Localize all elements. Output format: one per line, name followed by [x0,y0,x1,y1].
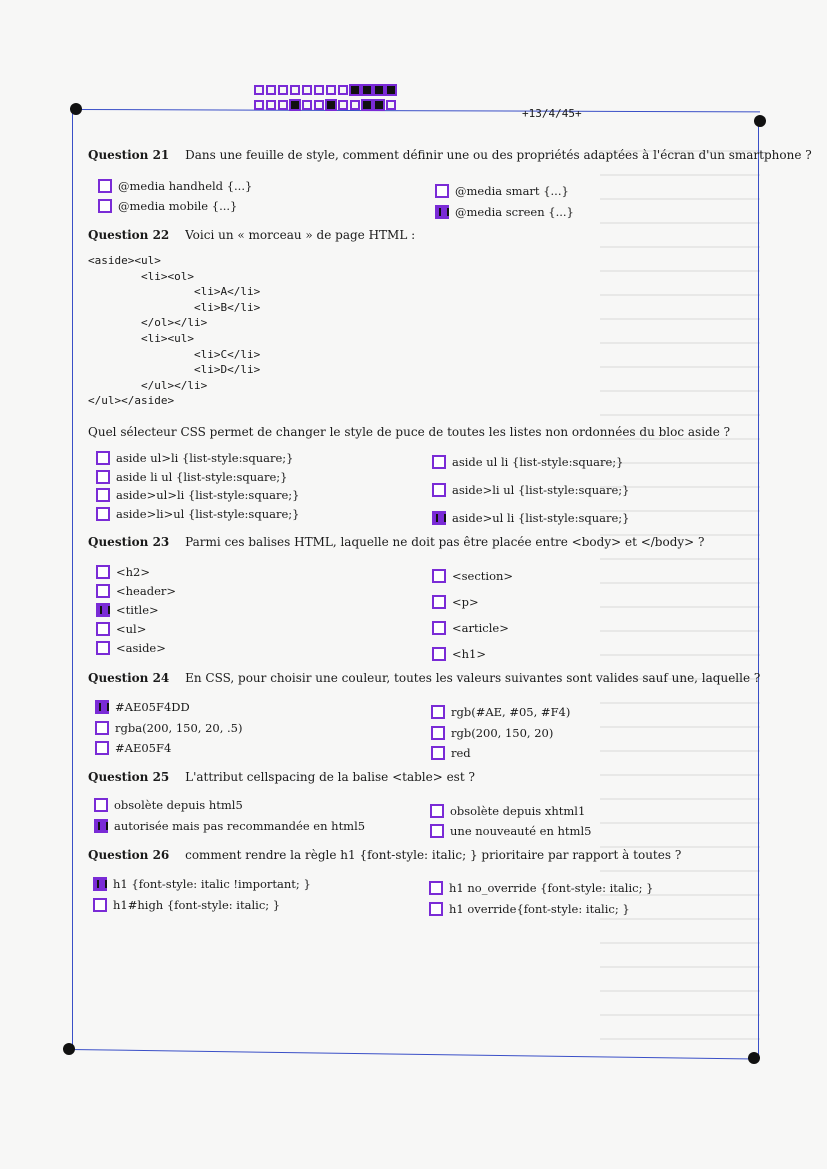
q21-option[interactable] [98,199,237,213]
id-code-cell [338,100,348,110]
id-code-cell [350,85,360,95]
question-text: Voici un « morceau » de page HTML : [185,228,416,242]
q25-option[interactable] [430,824,591,838]
q24-option[interactable] [431,705,570,719]
checkbox[interactable] [431,746,445,760]
question-number: Question 22 [88,228,170,242]
q23-option[interactable] [96,603,159,617]
id-code-cell [278,85,288,95]
option-label: @media screen {...} [455,205,574,219]
question-text: Dans une feuille de style, comment définir une ou des propriétés adaptées à l'écran d'un smartphone ? [185,148,812,162]
question-number: Question 24 [88,671,170,685]
checkbox[interactable] [93,877,107,891]
checkbox[interactable] [435,205,449,219]
option-label: #AE05F4 [115,741,172,755]
id-code-cell [254,100,264,110]
option-label: aside li ul {list-style:square;} [116,470,288,484]
question-22-prompt: Quel sélecteur CSS permet de changer le style de puce de toutes les listes non ordonnées du bloc aside ? [88,425,731,439]
checkbox[interactable] [94,819,108,833]
frame-bottom-line [70,1049,754,1060]
option-label: aside ul li {list-style:square;} [452,455,624,469]
option-label: <title> [116,603,159,617]
q23-option[interactable] [96,641,166,655]
id-code-cell [350,100,360,110]
frame-left-line [72,110,73,1050]
corner-mark-tl [70,103,82,115]
option-label: <section> [452,569,514,583]
q26-option[interactable] [93,898,280,912]
q22-option[interactable] [432,511,629,525]
q25-option[interactable] [94,798,243,812]
option-label: #AE05F4DD [115,700,190,714]
question-21 [88,148,812,162]
id-code-cell [362,100,372,110]
q26-option[interactable] [93,877,311,891]
q24-option[interactable] [95,700,190,714]
option-label: h1 override{font-style: italic; } [449,902,630,916]
checkbox[interactable] [96,507,110,521]
checkbox[interactable] [432,569,446,583]
option-label: <p> [452,595,479,609]
question-25 [88,770,475,784]
q22-option[interactable] [96,507,299,521]
checkbox[interactable] [98,179,112,193]
option-label: une nouveauté en html5 [450,824,592,838]
id-code-row-1 [254,85,396,95]
option-label: @media mobile {...} [118,199,238,213]
option-label: rgba(200, 150, 20, .5) [115,721,243,735]
q22-option[interactable] [96,470,288,484]
checkbox[interactable] [96,565,110,579]
q24-option[interactable] [95,741,171,755]
question-24 [88,671,760,685]
id-code-cell [326,85,336,95]
question-22 [88,228,415,242]
id-code-cell [386,85,396,95]
checkbox[interactable] [430,804,444,818]
option-label: <header> [116,584,177,598]
option-label: <h2> [116,565,150,579]
checkbox[interactable] [429,881,443,895]
option-label: @media handheld {...} [118,179,253,193]
checkbox[interactable] [95,721,109,735]
checkbox[interactable] [96,641,110,655]
checkbox[interactable] [432,647,446,661]
corner-mark-bl [63,1043,75,1055]
option-label: rgb(200, 150, 20) [451,726,554,740]
id-code-cell [254,85,264,95]
question-26 [88,848,681,862]
checkbox[interactable] [432,511,446,525]
q21-option[interactable] [435,205,574,219]
option-label: @media smart {...} [455,184,569,198]
question-text: En CSS, pour choisir une couleur, toutes les valeurs suivantes sont valides sauf une, laquelle ? [185,671,761,685]
frame-top-line [76,109,760,112]
option-label: aside>li>ul {list-style:square;} [116,507,300,521]
option-label: <ul> [116,622,147,636]
id-code-cell [338,85,348,95]
q25-option[interactable] [94,819,365,833]
option-label: <aside> [116,641,166,655]
checkbox[interactable] [432,483,446,497]
option-label: aside>li ul {list-style:square;} [452,483,630,497]
checkbox[interactable] [96,603,110,617]
q22-option[interactable] [96,451,293,465]
question-number: Question 26 [88,848,170,862]
q22-option[interactable] [432,483,629,497]
id-code-cell [302,100,312,110]
checkbox[interactable] [98,199,112,213]
id-code-cell [290,100,300,110]
q24-option[interactable] [431,726,553,740]
checkbox[interactable] [95,741,109,755]
id-code-row-2 [254,100,396,110]
question-number: Question 25 [88,770,170,784]
q23-option[interactable] [96,565,150,579]
checkbox[interactable] [435,184,449,198]
id-code-cell [278,100,288,110]
option-label: h1#high {font-style: italic; } [113,898,281,912]
question-number: Question 21 [88,148,170,162]
question-text: L'attribut cellspacing de la balise <table> est ? [185,770,475,784]
checkbox[interactable] [96,584,110,598]
q23-option[interactable] [432,621,509,635]
option-label: aside>ul>li {list-style:square;} [116,488,300,502]
option-label: obsolète depuis xhtml1 [450,804,586,818]
q24-option[interactable] [431,746,471,760]
page-id: +13/4/45+ [522,107,582,120]
q23-option[interactable] [432,569,513,583]
option-label: <h1> [452,647,486,661]
id-code-cell [374,100,384,110]
q23-option[interactable] [432,647,486,661]
id-code-cell [314,85,324,95]
checkbox[interactable] [430,824,444,838]
option-label: autorisée mais pas recommandée en html5 [114,819,366,833]
checkbox[interactable] [96,470,110,484]
option-label: h1 {font-style: italic !important; } [113,877,311,891]
id-code-cell [266,85,276,95]
checkbox[interactable] [432,595,446,609]
checkbox[interactable] [96,488,110,502]
option-label: <article> [452,621,509,635]
q21-option[interactable] [98,179,252,193]
question-23 [88,535,704,549]
q23-option[interactable] [96,584,176,598]
q26-option[interactable] [429,902,630,916]
id-code-cell [386,100,396,110]
id-code-cell [266,100,276,110]
id-code-cell [326,100,336,110]
checkbox[interactable] [96,451,110,465]
q24-option[interactable] [95,721,243,735]
checkbox[interactable] [429,902,443,916]
q26-option[interactable] [429,881,653,895]
question-text: comment rendre la règle h1 {font-style: italic; } prioritaire par rapport à toutes ? [185,848,682,862]
q21-option[interactable] [435,184,569,198]
id-code-cell [362,85,372,95]
question-text: Parmi ces balises HTML, laquelle ne doit pas être placée entre <body> et </body> ? [185,535,705,549]
id-code-cell [314,100,324,110]
id-code-cell [374,85,384,95]
option-label: obsolète depuis html5 [114,798,243,812]
frame-right-line [758,122,759,1058]
corner-mark-tr [754,115,766,127]
q22-option[interactable] [96,488,299,502]
checkbox[interactable] [96,622,110,636]
checkbox[interactable] [432,455,446,469]
checkbox[interactable] [94,798,108,812]
id-code-cell [302,85,312,95]
option-label: aside ul>li {list-style:square;} [116,451,294,465]
html-code-snippet: <aside><ul> <li><ol> <li>A</li> <li>B</li> </ol></li> <li><ul> <li>C</li> <li>D</li> </ul></li> </ul></aside> [88,254,261,408]
q23-option[interactable] [432,595,479,609]
q23-option[interactable] [96,622,146,636]
option-label: rgb(#AE, #05, #F4) [451,705,571,719]
corner-mark-br [748,1052,760,1064]
option-label: h1 no_override {font-style: italic; } [449,881,654,895]
checkbox[interactable] [93,898,107,912]
id-code-cell [290,85,300,95]
checkbox[interactable] [431,705,445,719]
question-number: Question 23 [88,535,170,549]
q22-option[interactable] [432,455,624,469]
q25-option[interactable] [430,804,585,818]
checkbox[interactable] [431,726,445,740]
option-label: red [451,746,471,760]
checkbox[interactable] [95,700,109,714]
checkbox[interactable] [432,621,446,635]
option-label: aside>ul li {list-style:square;} [452,511,630,525]
